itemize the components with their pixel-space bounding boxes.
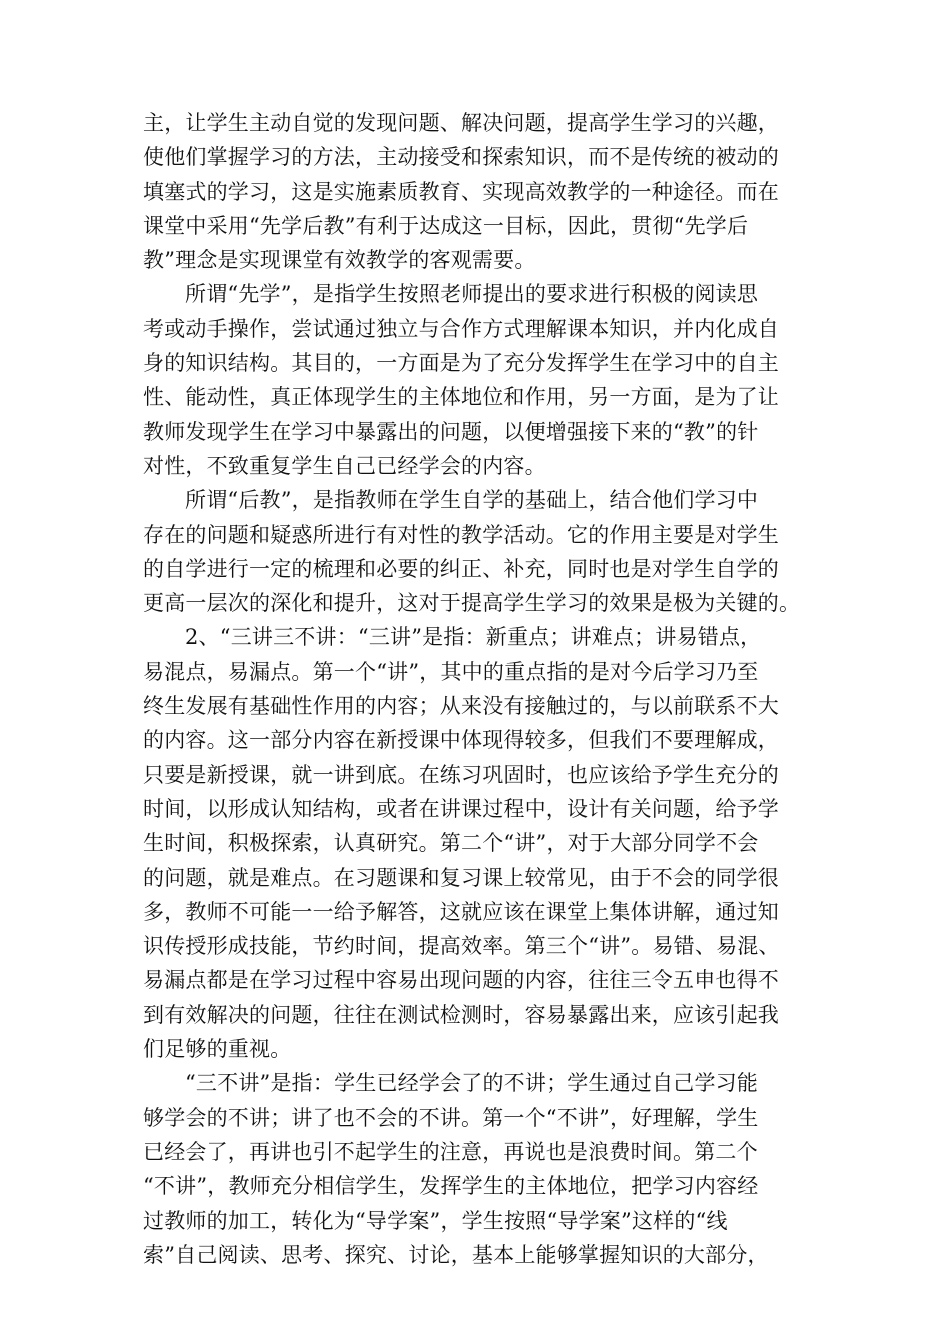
text-line: 主，让学生主动自觉的发现问题、解决问题，提高学生学习的兴趣， bbox=[143, 111, 779, 135]
text-line: 们足够的重视。 bbox=[143, 1037, 292, 1062]
text-line: 存在的问题和疑惑所进行有对性的教学活动。它的作用主要是对学生 bbox=[143, 522, 779, 547]
text-line: 课堂中采用“先学后教”有利于达成这一目标，因此，贯彻“先学后 bbox=[143, 213, 749, 238]
text-line: 对性，不致重复学生自己已经学会的内容。 bbox=[143, 453, 546, 478]
text-line: 到有效解决的问题，往往在测试检测时，容易暴露出来，应该引起我 bbox=[143, 1002, 779, 1027]
text-line: 所谓“先学”，是指学生按照老师提出的要求进行积极的阅读思 bbox=[185, 282, 759, 307]
text-line: 更高一层次的深化和提升，这对于提高学生学习的效果是极为关键的。 bbox=[143, 591, 801, 616]
text-line: 教师发现学生在学习中暴露出的问题，以便增强接下来的“教”的针 bbox=[143, 419, 759, 444]
text-line: 的内容。这一部分内容在新授课中体现得较多，但我们不要理解成， bbox=[143, 728, 779, 753]
text-line: 2、“三讲三不讲：“三讲”是指：新重点；讲难点；讲易错点， bbox=[185, 625, 762, 650]
text-line: 教”理念是实现课堂有效教学的客观需要。 bbox=[143, 248, 536, 273]
text-line: 已经会了，再讲也引不起学生的注意，再说也是浪费时间。第二个 bbox=[143, 1139, 758, 1164]
text-line: 多，教师不可能一一给予解答，这就应该在课堂上集体讲解，通过知 bbox=[143, 899, 779, 924]
text-line: 易漏点都是在学习过程中容易出现问题的内容，往往三令五申也得不 bbox=[143, 968, 779, 993]
text-line: 所谓“后教”，是指教师在学生自学的基础上，结合他们学习中 bbox=[185, 488, 759, 513]
text-line: “不讲”，教师充分相信学生，发挥学生的主体地位，把学习内容经 bbox=[143, 1174, 759, 1199]
body-text bbox=[143, 106, 815, 1272]
text-line: 的自学进行一定的梳理和必要的纠正、补充，同时也是对学生自学的 bbox=[143, 556, 779, 581]
text-line: 够学会的不讲；讲了也不会的不讲。第一个“不讲”，好理解，学生 bbox=[143, 1105, 759, 1130]
text-line: “三不讲”是指：学生已经学会了的不讲；学生通过自己学习能 bbox=[185, 1071, 759, 1096]
text-line: 的问题，就是难点。在习题课和复习课上较常见，由于不会的同学很 bbox=[143, 865, 779, 890]
text-line: 时间，以形成认知结构，或者在讲课过程中，设计有关问题，给予学 bbox=[143, 796, 779, 821]
text-line: 填塞式的学习，这是实施素质教育、实现高效教学的一种途径。而在 bbox=[143, 179, 779, 204]
text-line: 使他们掌握学习的方法，主动接受和探索知识，而不是传统的被动的 bbox=[143, 145, 779, 170]
text-line: 性、能动性，真正体现学生的主体地位和作用，另一方面，是为了让 bbox=[143, 385, 779, 410]
text-line: 易混点，易漏点。第一个“讲”，其中的重点指的是对今后学习乃至 bbox=[143, 659, 759, 684]
text-line: 索”自己阅读、思考、探究、讨论，基本上能够掌握知识的大部分， bbox=[143, 1242, 769, 1267]
text-line: 识传授形成技能，节约时间，提高效率。第三个“讲”。易错、易混、 bbox=[143, 934, 780, 959]
text-line: 过教师的加工，转化为“导学案”，学生按照“导学案”这样的“线 bbox=[143, 1208, 728, 1233]
text-line: 考或动手操作，尝试通过独立与合作方式理解课本知识，并内化成自 bbox=[143, 316, 779, 341]
text-line: 生时间，积极探索，认真研究。第二个“讲”，对于大部分同学不会 bbox=[143, 831, 759, 856]
text-line: 只要是新授课，就一讲到底。在练习巩固时，也应该给予学生充分的 bbox=[143, 762, 779, 787]
text-line: 身的知识结构。其目的，一方面是为了充分发挥学生在学习中的自主 bbox=[143, 351, 779, 376]
text-line: 终生发展有基础性作用的内容；从来没有接触过的，与以前联系不大 bbox=[143, 694, 779, 719]
